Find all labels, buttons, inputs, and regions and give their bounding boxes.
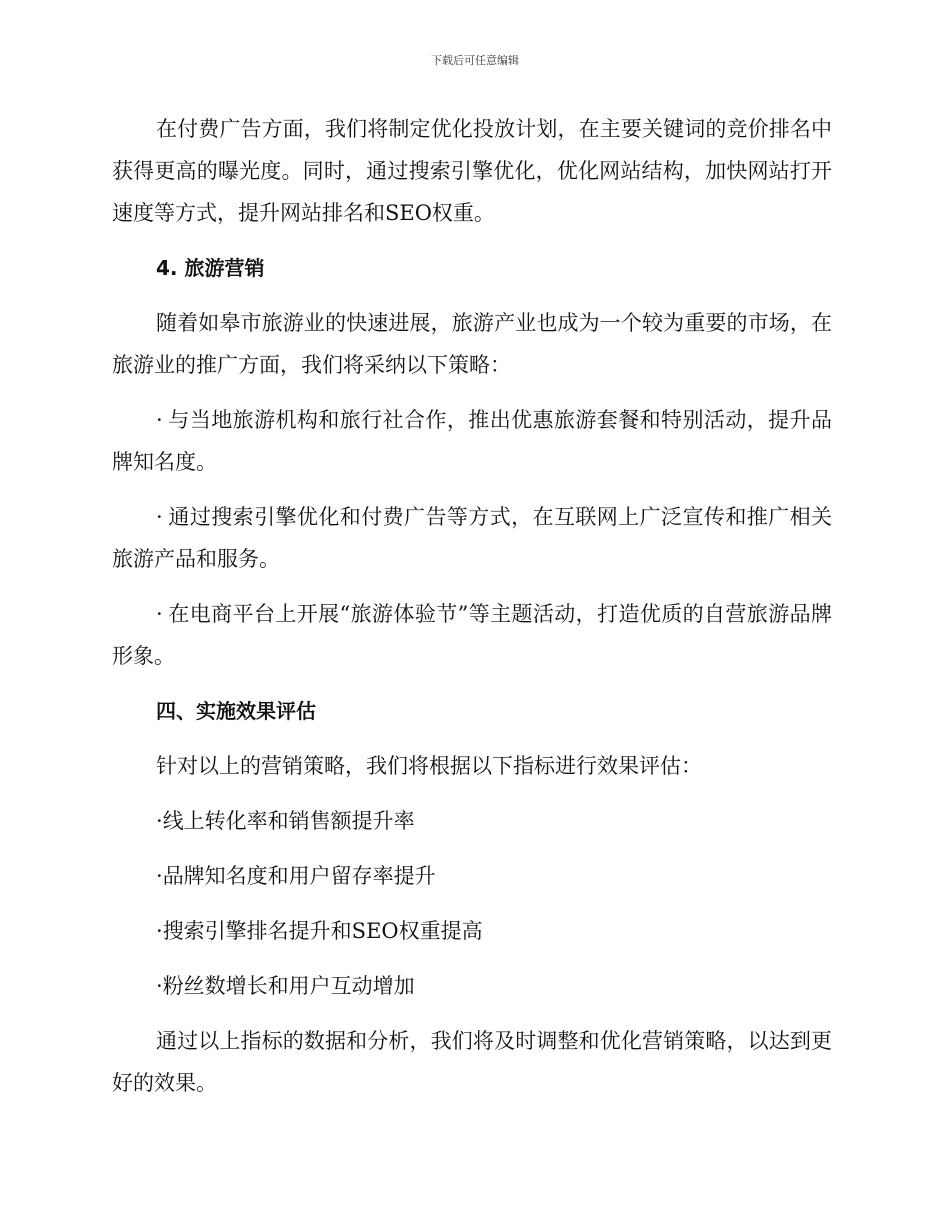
list-item-text: 品牌知名度和用户留存率提升 (162, 864, 436, 888)
bullet-dot-icon: · (156, 602, 163, 626)
page-header: 下载后可任意编辑 (431, 54, 519, 67)
bullet-text: 在电商平台上开展“旅游体验节”等主题活动，打造优质的自营旅游品牌形象。 (112, 602, 832, 668)
bullet-text: 与当地旅游机构和旅行社合作，推出优惠旅游套餐和特别活动，提升品牌知名度。 (112, 408, 832, 474)
bullet-dot-icon: · (156, 408, 163, 432)
bullet-text: 通过搜索引擎优化和付费广告等方式，在互联网上广泛宣传和推广相关旅游产品和服务。 (112, 505, 832, 571)
bullet-item (112, 399, 832, 483)
list-item-text: 线上转化率和销售额提升率 (162, 809, 415, 833)
bullet-dot-icon: · (156, 919, 163, 943)
paragraph-paid-ads: 在付费广告方面，我们将制定优化投放计划，在主要关键词的竞价排名中获得更高的曝光度。同时，通过搜索引擎优化，优化网站结构，加快网站打开速度等方式，提升网站排名和SEO权重。 (112, 117, 832, 225)
section-heading-evaluation: 四、实施效果评估 (156, 699, 316, 723)
paragraph-tourism-intro: 随着如皋市旅游业的快速进展，旅游产业也成为一个较为重要的市场，在旅游业的推广方面，我们将采纳以下策略： (112, 311, 832, 377)
bullet-item (112, 496, 832, 580)
list-item-text: 粉丝数增长和用户互动增加 (162, 974, 415, 998)
bullet-item (112, 593, 832, 677)
bullet-dot-icon: · (156, 809, 163, 833)
bullet-dot-icon: · (156, 974, 163, 998)
paragraph-evaluation-intro: 针对以上的营销策略，我们将根据以下指标进行效果评估： (156, 754, 702, 778)
list-item-text: 搜索引擎排名提升和SEO权重提高 (162, 919, 483, 943)
list-item (112, 800, 832, 842)
section-heading-tourism-marketing: 4. 旅游营销 (156, 256, 265, 280)
list-item (112, 855, 832, 897)
paragraph-conclusion: 通过以上指标的数据和分析，我们将及时调整和优化营销策略，以达到更好的效果。 (112, 1029, 832, 1095)
list-item (112, 965, 832, 1007)
document-body (112, 108, 832, 1117)
bullet-dot-icon: · (156, 505, 163, 529)
list-item (112, 910, 832, 952)
bullet-dot-icon: · (156, 864, 163, 888)
